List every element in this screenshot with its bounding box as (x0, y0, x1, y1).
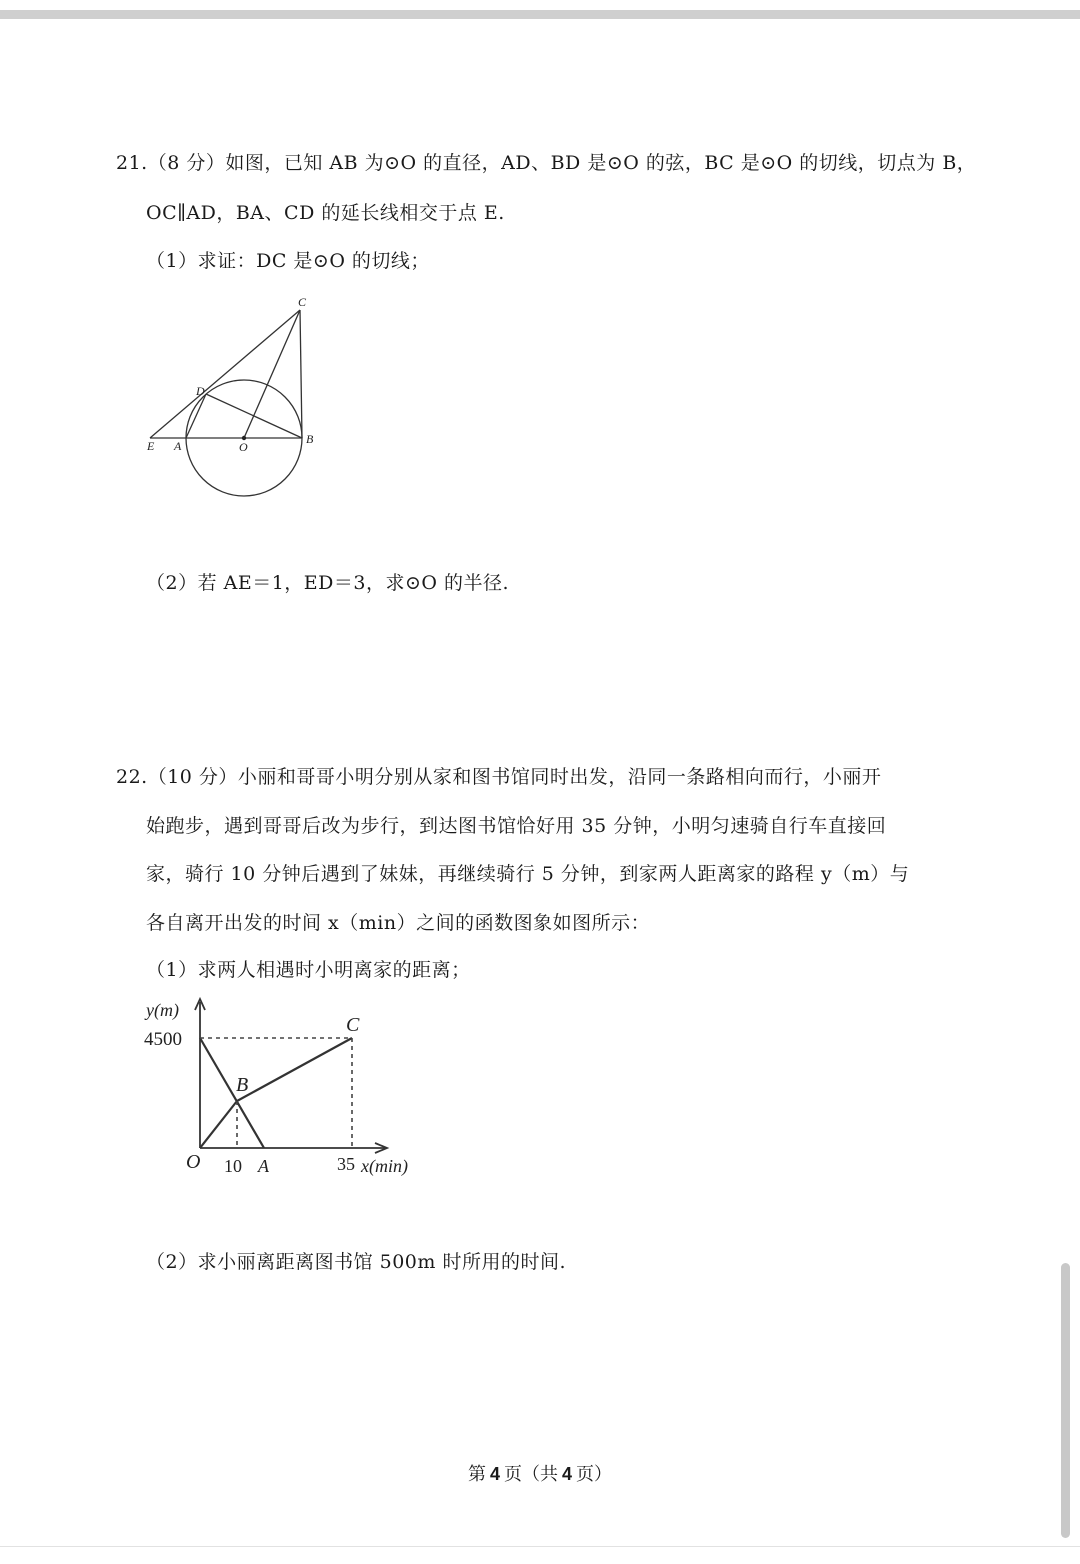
point-a-label: A (258, 1156, 269, 1176)
page-footer (0, 1462, 1080, 1487)
line-da (186, 394, 206, 438)
x-tick-10: 10 (224, 1156, 242, 1176)
q21-part-1: （1）求证：DC 是⊙O 的切线； (146, 250, 430, 272)
vertical-scrollbar[interactable] (1061, 1263, 1070, 1538)
label-d: D (196, 384, 205, 398)
label-a: A (174, 439, 182, 453)
line-co (244, 310, 300, 438)
footer-suffix: 页） (576, 1464, 613, 1485)
q22-graph-svg (140, 990, 430, 1185)
top-bar (0, 0, 1080, 22)
line-ec (150, 310, 300, 438)
q21-geometry-svg (140, 292, 340, 502)
x-axis-label: x(min) (361, 1156, 408, 1176)
q21-line-1: 21.（8 分）如图，已知 AB 为⊙O 的直径，AD、BD 是⊙O 的弦，BC 是⊙O 的切线，切点为 B， (116, 152, 977, 174)
footer-total-pages: 4 (562, 1464, 573, 1484)
q22-part-1: （1）求两人相遇时小明离家的距离； (146, 959, 471, 981)
q22-function-graph (140, 990, 430, 1185)
y-tick-4500: 4500 (144, 1029, 182, 1050)
label-b: B (306, 432, 314, 446)
bottom-divider (0, 1546, 1080, 1547)
y-axis-label: y(m) (146, 1000, 179, 1020)
footer-page-number: 4 (489, 1464, 500, 1484)
line-sister-run (200, 1101, 237, 1148)
label-c: C (298, 295, 307, 309)
label-e: E (147, 439, 155, 453)
line-sister-walk (237, 1038, 352, 1101)
q22-part-2: （2）求小丽离距离图书馆 500m 时所用的时间. (146, 1251, 566, 1273)
q22-line-1: 22.（10 分）小丽和哥哥小明分别从家和图书馆同时出发，沿同一条路相向而行，小丽开 (116, 766, 882, 788)
q21-line-2: OC∥AD，BA、CD 的延长线相交于点 E. (146, 202, 505, 224)
top-divider (0, 10, 1080, 19)
point-c-label: C (346, 1014, 360, 1036)
line-cb (300, 310, 302, 438)
label-o: O (239, 440, 248, 454)
q22-line-4: 各自离开出发的时间 x（min）之间的函数图象如图所示： (146, 912, 651, 934)
point-b-label: B (236, 1074, 249, 1096)
q22-line-3: 家，骑行 10 分钟后遇到了妹妹，再继续骑行 5 分钟，到家两人距离家的路程 y（m）与 (146, 863, 910, 885)
line-brother (200, 1038, 264, 1148)
q21-part-2: （2）若 AE＝1，ED＝3，求⊙O 的半径. (146, 572, 510, 594)
q22-line-2: 始跑步，遇到哥哥后改为步行，到达图书馆恰好用 35 分钟，小明匀速骑自行车直接回 (146, 815, 887, 837)
origin-label: O (186, 1151, 201, 1173)
footer-prefix: 第 (467, 1464, 486, 1485)
x-tick-35: 35 (337, 1154, 355, 1174)
footer-middle: 页（共 (504, 1464, 558, 1485)
q21-geometry-figure (140, 292, 340, 502)
